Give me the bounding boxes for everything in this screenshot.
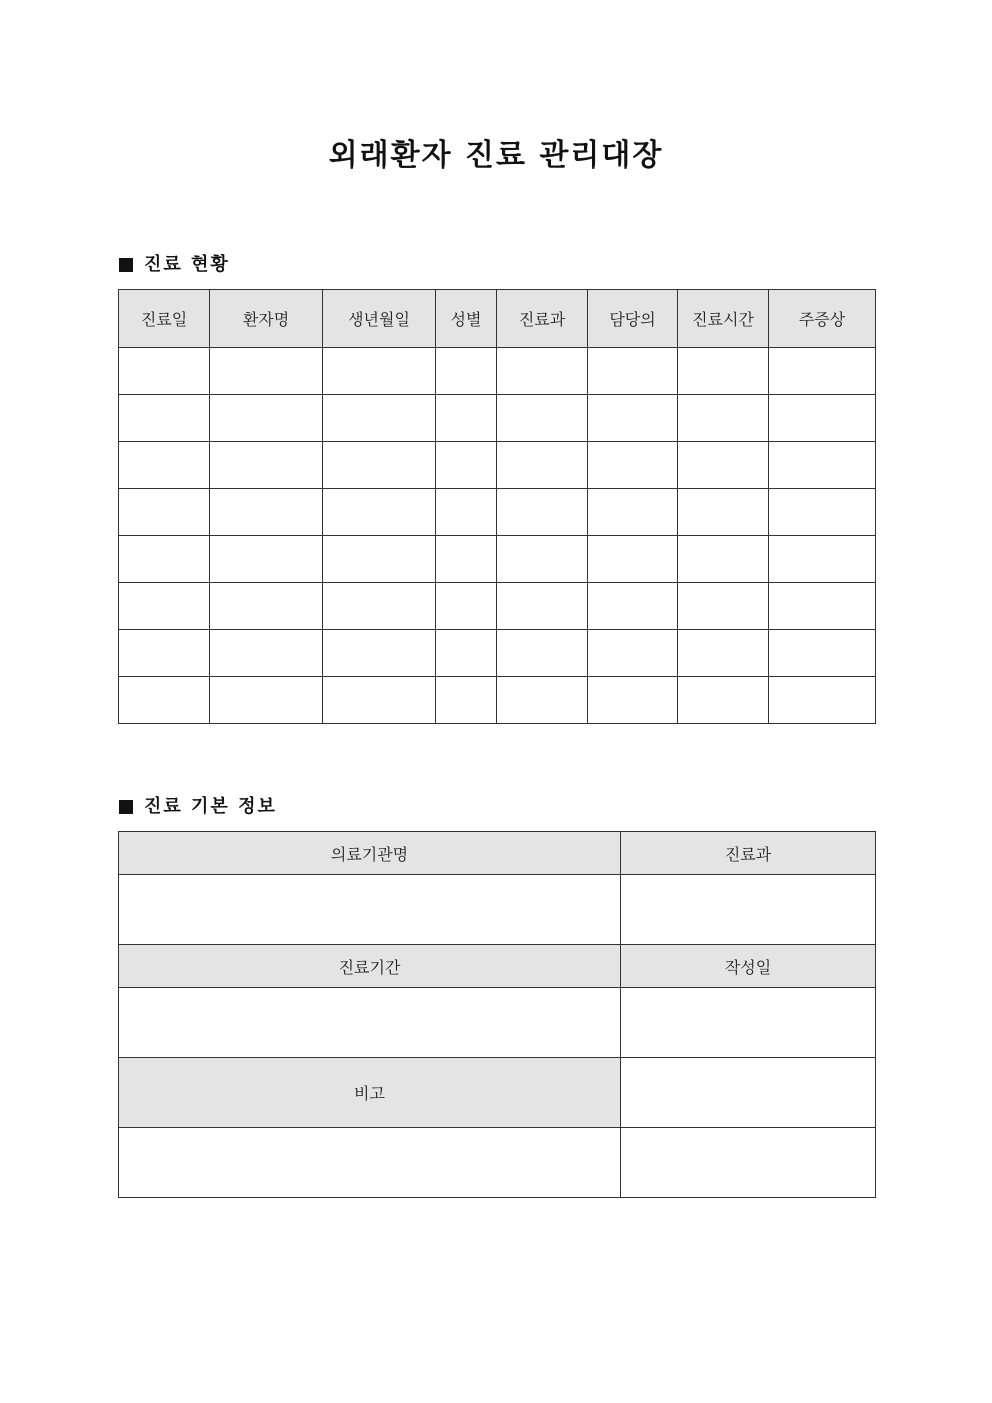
cell-time[interactable] [678, 442, 769, 489]
cell-doctor[interactable] [588, 677, 678, 724]
cell-department[interactable] [497, 677, 588, 724]
cell-doctor[interactable] [588, 442, 678, 489]
table-row [119, 348, 876, 395]
cell-birthdate[interactable] [323, 536, 436, 583]
cell-patient-name[interactable] [210, 442, 323, 489]
cell-patient-name[interactable] [210, 536, 323, 583]
section-heading-status [119, 252, 230, 278]
cell-symptom[interactable] [769, 489, 876, 536]
input-cell-remarks-side[interactable] [621, 1058, 876, 1128]
square-bullet-icon [119, 258, 133, 272]
column-header-time: 진료시간 [678, 290, 769, 348]
table-row [119, 583, 876, 630]
cell-sex[interactable] [436, 536, 497, 583]
cell-sex[interactable] [436, 583, 497, 630]
square-bullet-icon [119, 800, 133, 814]
label-institution: 의료기관명 [119, 832, 621, 875]
cell-time[interactable] [678, 583, 769, 630]
cell-birthdate[interactable] [323, 348, 436, 395]
cell-time[interactable] [678, 395, 769, 442]
cell-patient-name[interactable] [210, 395, 323, 442]
section-heading-label: 진료 현황 [144, 254, 230, 275]
table-header-row [119, 290, 876, 348]
label-period: 진료기간 [119, 945, 621, 988]
cell-department[interactable] [497, 630, 588, 677]
cell-patient-name[interactable] [210, 677, 323, 724]
cell-date[interactable] [119, 677, 210, 724]
cell-date[interactable] [119, 489, 210, 536]
cell-doctor[interactable] [588, 536, 678, 583]
cell-doctor[interactable] [588, 583, 678, 630]
cell-department[interactable] [497, 583, 588, 630]
input-cell-written-date[interactable] [621, 988, 876, 1058]
cell-sex[interactable] [436, 489, 497, 536]
cell-date[interactable] [119, 348, 210, 395]
column-header-date: 진료일 [119, 290, 210, 348]
table-row [119, 442, 876, 489]
cell-department[interactable] [497, 348, 588, 395]
cell-time[interactable] [678, 348, 769, 395]
cell-birthdate[interactable] [323, 442, 436, 489]
cell-birthdate[interactable] [323, 395, 436, 442]
section-heading-basic-info [119, 794, 277, 820]
treatment-status-table [118, 289, 876, 724]
cell-doctor[interactable] [588, 489, 678, 536]
cell-doctor[interactable] [588, 348, 678, 395]
cell-sex[interactable] [436, 442, 497, 489]
table-row [119, 677, 876, 724]
table-row [119, 536, 876, 583]
cell-birthdate[interactable] [323, 583, 436, 630]
column-header-symptom: 주증상 [769, 290, 876, 348]
cell-symptom[interactable] [769, 442, 876, 489]
column-header-department: 진료과 [497, 290, 588, 348]
cell-date[interactable] [119, 583, 210, 630]
table-row [119, 1058, 876, 1128]
cell-symptom[interactable] [769, 348, 876, 395]
cell-date[interactable] [119, 630, 210, 677]
cell-sex[interactable] [436, 630, 497, 677]
cell-department[interactable] [497, 395, 588, 442]
input-cell-period[interactable] [119, 988, 621, 1058]
table-row [119, 630, 876, 677]
cell-symptom[interactable] [769, 536, 876, 583]
table-row [119, 988, 876, 1058]
column-header-sex: 성별 [436, 290, 497, 348]
table-row [119, 875, 876, 945]
cell-doctor[interactable] [588, 395, 678, 442]
input-cell-institution[interactable] [119, 875, 621, 945]
cell-time[interactable] [678, 630, 769, 677]
column-header-patient-name: 환자명 [210, 290, 323, 348]
cell-sex[interactable] [436, 395, 497, 442]
input-cell-remarks-extra[interactable] [621, 1128, 876, 1198]
section-heading-label: 진료 기본 정보 [144, 796, 277, 817]
cell-time[interactable] [678, 677, 769, 724]
cell-time[interactable] [678, 536, 769, 583]
cell-time[interactable] [678, 489, 769, 536]
label-written-date: 작성일 [621, 945, 876, 988]
status-table-body [119, 348, 876, 724]
document-title: 외래환자 진료 관리대장 [328, 138, 664, 173]
cell-sex[interactable] [436, 677, 497, 724]
cell-birthdate[interactable] [323, 489, 436, 536]
cell-date[interactable] [119, 442, 210, 489]
cell-birthdate[interactable] [323, 677, 436, 724]
cell-symptom[interactable] [769, 677, 876, 724]
basic-info-table [118, 831, 876, 1198]
cell-patient-name[interactable] [210, 348, 323, 395]
cell-patient-name[interactable] [210, 583, 323, 630]
cell-sex[interactable] [436, 348, 497, 395]
label-department: 진료과 [621, 832, 876, 875]
column-header-birthdate: 생년월일 [323, 290, 436, 348]
cell-date[interactable] [119, 395, 210, 442]
cell-doctor[interactable] [588, 630, 678, 677]
table-row [119, 1128, 876, 1198]
table-row [119, 945, 876, 988]
column-header-doctor: 담당의 [588, 290, 678, 348]
cell-symptom[interactable] [769, 630, 876, 677]
cell-patient-name[interactable] [210, 630, 323, 677]
cell-symptom[interactable] [769, 583, 876, 630]
input-cell-department[interactable] [621, 875, 876, 945]
cell-department[interactable] [497, 489, 588, 536]
input-cell-remarks[interactable] [119, 1128, 621, 1198]
label-remarks: 비고 [119, 1058, 621, 1128]
cell-department[interactable] [497, 442, 588, 489]
cell-patient-name[interactable] [210, 489, 323, 536]
table-row [119, 395, 876, 442]
cell-department[interactable] [497, 536, 588, 583]
table-row [119, 832, 876, 875]
cell-birthdate[interactable] [323, 630, 436, 677]
cell-date[interactable] [119, 536, 210, 583]
table-row [119, 489, 876, 536]
cell-symptom[interactable] [769, 395, 876, 442]
